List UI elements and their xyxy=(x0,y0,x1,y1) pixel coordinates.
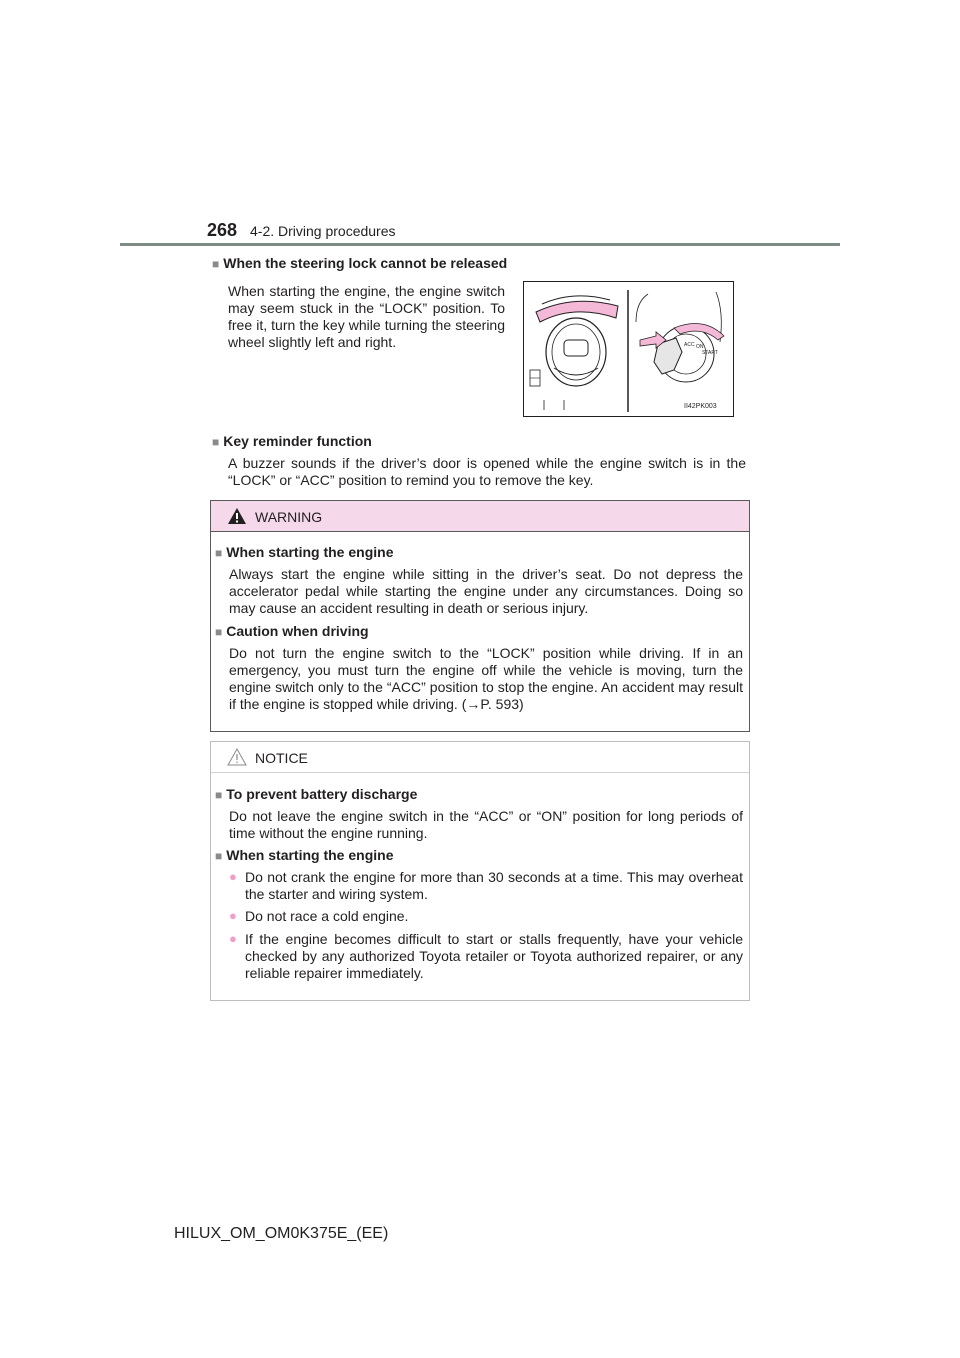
notice-label: NOTICE xyxy=(255,750,308,766)
warning-box xyxy=(210,500,750,732)
notice-bullet-text: Do not race a cold engine. xyxy=(245,908,409,924)
notice-bullet-text: Do not crank the engine for more than 30 seconds at a time. This may overheat the starter and wiring system. xyxy=(245,869,743,902)
square-bullet-icon: ■ xyxy=(212,435,220,449)
notice-item-title: ■ When starting the engine xyxy=(215,847,394,863)
warning-item-text: Always start the engine while sitting in the driver’s seat. Do not depress the accelerator pedal while starting the engine under any circumstances. Doing so may cause an accident resulting in death or serious injury. xyxy=(229,566,743,616)
svg-text:II42PK003: II42PK003 xyxy=(684,403,717,410)
warning-label: WARNING xyxy=(255,509,323,525)
header-rule xyxy=(120,243,840,246)
steering-lock-heading: ■ When the steering lock cannot be released xyxy=(212,255,508,271)
warning-item-title: ■ Caution when driving xyxy=(215,623,369,639)
notice-triangle-icon xyxy=(227,748,247,766)
notice-item-text: Do not leave the engine switch in the “ACC” or “ON” position for long periods of time without the engine running. xyxy=(229,808,743,841)
square-bullet-icon: ■ xyxy=(215,625,223,639)
notice-box xyxy=(210,741,750,1001)
steering-lock-text: When starting the engine, the engine switch may seem stuck in the “LOCK” position. To free it, turn the key while turning the steering wheel slightly left and right. xyxy=(228,283,505,350)
notice-bullet-text: If the engine becomes difficult to start or stalls frequently, have your vehicle checked by any authorized Toyota retailer or Toyota authorized repairer, or any reliable repairer immediately. xyxy=(245,931,743,981)
warning-header xyxy=(211,501,749,532)
document-code: HILUX_OM_OM0K375E_(EE) xyxy=(174,1225,389,1242)
warning-item-title: ■ When starting the engine xyxy=(215,544,394,560)
warning-item-text: Do not turn the engine switch to the “LOCK” position while driving. If in an emergency, you must turn the engine off while the vehicle is moving, turn the engine switch only to the “ACC” position to stop the engine. An accident may result if the engine is stopped while driving. (→P. 593) xyxy=(229,645,743,712)
page-number: 268 xyxy=(207,220,238,240)
key-reminder-text: A buzzer sounds if the driver’s door is opened while the engine switch is in the “LOCK” or “ACC” position to remind you to remove the key. xyxy=(228,455,746,488)
circle-bullet-icon: ● xyxy=(229,908,237,923)
warning-triangle-icon xyxy=(227,507,247,525)
square-bullet-icon: ■ xyxy=(215,546,223,560)
square-bullet-icon: ■ xyxy=(215,849,223,863)
square-bullet-icon: ■ xyxy=(215,788,223,802)
notice-header xyxy=(211,742,749,773)
steering-key-diagram-icon xyxy=(524,282,733,416)
circle-bullet-icon: ● xyxy=(229,869,237,884)
section-title: 4-2. Driving procedures xyxy=(250,223,396,239)
notice-item-title: ■ To prevent battery discharge xyxy=(215,786,418,802)
key-reminder-heading: ■ Key reminder function xyxy=(212,433,372,449)
svg-text:ON: ON xyxy=(696,344,704,350)
svg-text:ACC: ACC xyxy=(684,342,695,348)
circle-bullet-icon: ● xyxy=(229,931,237,946)
svg-text:START: START xyxy=(702,350,718,356)
square-bullet-icon: ■ xyxy=(212,257,220,271)
steering-lock-illustration xyxy=(523,281,734,417)
